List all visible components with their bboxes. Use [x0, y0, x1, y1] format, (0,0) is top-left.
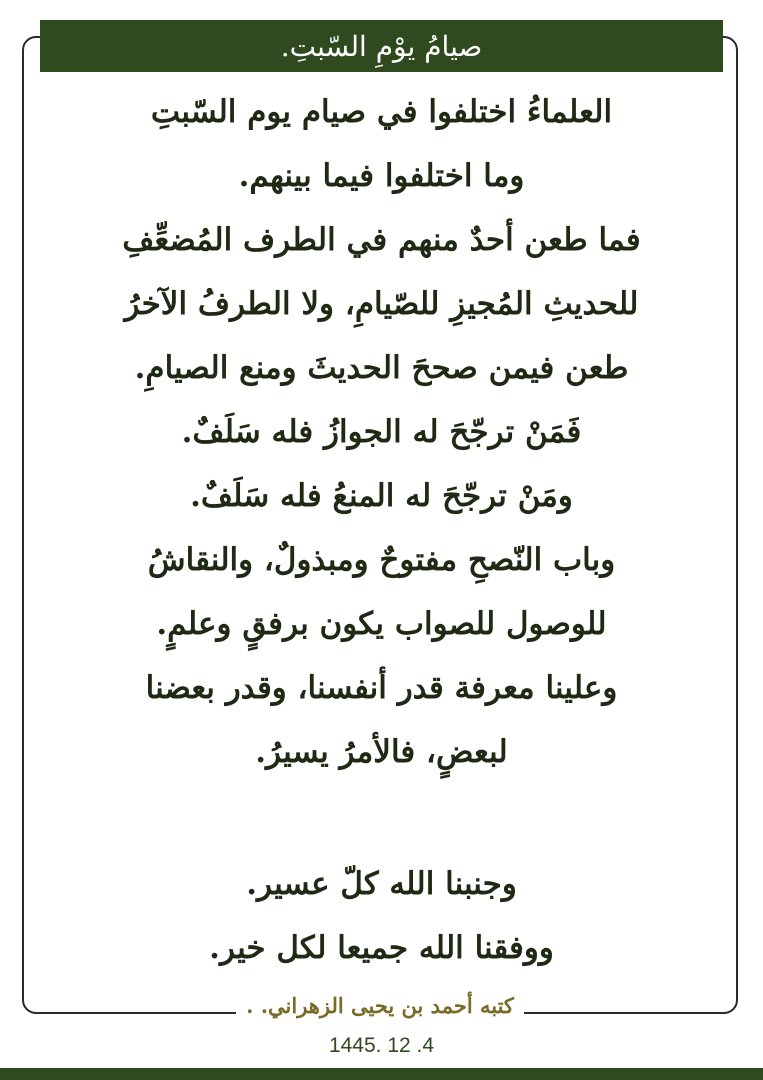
text-line: طعن فيمن صححَ الحديثَ ومنع الصيامِ. [134, 350, 629, 386]
page-title: صيامُ يوْمِ السّبتِ. [280, 29, 483, 63]
closing-line: ووفقنا الله جميعا لكل خير. [209, 930, 554, 966]
text-line: لبعضٍ، فالأمرُ يسيرُ. [255, 734, 508, 770]
text-line: للحديثِ المُجيزِ للصّيامِ، ولا الطرفُ الآخرُ [124, 286, 639, 322]
closing-line: وجنبنا الله كلّ عسير. [246, 866, 517, 902]
bottom-bar [0, 1068, 763, 1080]
text-line: وباب النّصحِ مفتوحٌ ومبذولٌ، والنقاشُ [147, 542, 616, 578]
paragraph-gap [60, 784, 703, 852]
date-label: 1445. 12 .4 [328, 1034, 435, 1057]
text-line: فما طعن أحدٌ منهم في الطرف المُضعِّفِ [122, 222, 641, 258]
title-banner [40, 20, 723, 72]
text-line: ومَنْ ترجّحَ له المنعُ فله سَلَفٌ. [190, 478, 573, 514]
signature-row [22, 990, 738, 1020]
article-body [60, 80, 703, 980]
text-line: وما اختلفوا فيما بينهم. [238, 158, 525, 194]
text-line: فَمَنْ ترجّحَ له الجوازُ فله سَلَفٌ. [181, 414, 582, 450]
author-signature: كتبه أحمد بن يحيى الزهراني. . [236, 993, 524, 1018]
text-line: للوصول للصواب يكون برفقٍ وعلمٍ. [156, 606, 607, 642]
text-line: وعلينا معرفة قدر أنفسنا، وقدر بعضنا [145, 670, 618, 706]
text-line: العلماءُ اختلفوا في صيام يوم السّبتِ [150, 94, 613, 130]
